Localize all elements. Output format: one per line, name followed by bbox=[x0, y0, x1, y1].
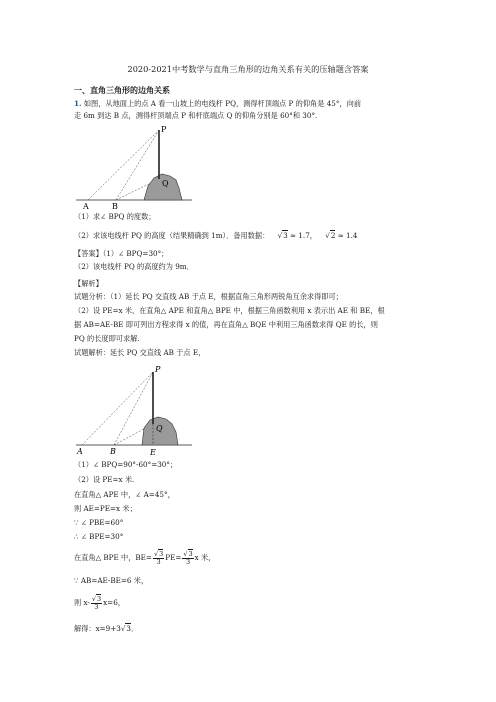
solution-10-pre: 解得：x=9+3 bbox=[74, 624, 121, 633]
solution-4: 则 AE=PE=x 米； bbox=[74, 504, 137, 513]
analysis-line-3: 据 AB=AE-BE 即可列出方程求得 x 的值，再在直角△ BQE 中利用三角函数求得 QE 的长，则 bbox=[74, 320, 378, 329]
solution-9 bbox=[74, 594, 125, 612]
fraction-denominator: 3 bbox=[185, 557, 191, 566]
fraction-numerator: 3 bbox=[188, 549, 193, 558]
solution-8: ∵ AB=AE-BE=6 米， bbox=[74, 576, 149, 585]
analysis-line-1: 试题分析：（1）延长 PQ 交直线 AB 于点 E，根据直角三角形两锐角互余求得即可； bbox=[74, 292, 343, 301]
problem-number: 1. bbox=[74, 99, 82, 108]
solution-7 bbox=[74, 549, 215, 567]
question-2: （2）求该电线杆 PQ 的高度（结果精确到 1m）．备用数据： √3 ≈ 1.7， √2 ≈ 1.4 bbox=[74, 231, 358, 240]
analysis-heading: 【解析】 bbox=[74, 279, 103, 288]
solution-7-mid: PE= bbox=[165, 553, 182, 562]
fraction-sqrt3-over-3-c: $\frac{√3}{3}$ bbox=[91, 594, 102, 611]
fraction-sqrt3-over-3-b: $\frac{√3}{3}$ bbox=[183, 549, 193, 566]
solution-9-post: x=6， bbox=[103, 598, 125, 607]
label-B: B bbox=[112, 202, 118, 210]
solution-1: （1）∠ BPQ=90°-60°=30°； bbox=[74, 460, 178, 469]
solution-10-post: ． bbox=[130, 624, 139, 633]
problem-text-1: 如图，从地面上的点 A 看一山坡上的电线杆 PQ，测得杆顶端点 P 的仰角是 45°，向前 bbox=[83, 99, 362, 108]
label-E: E bbox=[150, 448, 156, 457]
solution-6: ∴ ∠ BPE=30° bbox=[74, 532, 124, 541]
problem-text-2: 走 6m 到达 B 点，测得杆顶端点 P 和杆底端点 Q 的仰角分别是 60°和 30°. bbox=[74, 111, 318, 120]
answer-line-2: （2）该电线杆 PQ 的高度约为 9m． bbox=[74, 262, 194, 271]
solution-5: ∵ ∠ PBE=60° bbox=[74, 518, 124, 527]
fraction-sqrt3-over-3: $\frac{√3}{3}$ bbox=[153, 549, 164, 566]
label-Q: Q bbox=[156, 424, 163, 433]
label-P: P bbox=[161, 125, 167, 134]
fraction-numerator: 3 bbox=[159, 549, 164, 558]
approx-value-2: ≈ 1.4 bbox=[337, 231, 358, 240]
question-2-text: （2）求该电线杆 PQ 的高度（结果精确到 1m）．备用数据： bbox=[74, 231, 270, 240]
solution-2: （2）设 PE=x 米. bbox=[74, 475, 135, 484]
label-B: B bbox=[110, 447, 116, 456]
sqrt-3: 3 bbox=[283, 231, 288, 240]
analysis-line-5: 试题解析：延长 PQ 交直线 AB 于点 E， bbox=[74, 348, 206, 357]
fraction-denominator: 3 bbox=[156, 557, 161, 566]
sight-line-AP bbox=[82, 372, 153, 445]
fraction-denominator: 3 bbox=[94, 602, 99, 611]
figure-1 bbox=[74, 124, 194, 210]
solution-7-pre: 在直角△ BPE 中，BE= bbox=[74, 553, 152, 562]
document-title: 2020-2021中考数学与直角三角形的边角关系有关的压轴题含答案 bbox=[127, 64, 369, 74]
label-A: A bbox=[77, 447, 83, 456]
sqrt-3-final: 3 bbox=[126, 624, 131, 633]
problem-line-1 bbox=[74, 99, 361, 108]
figure-2 bbox=[74, 362, 194, 458]
analysis-line-4: PQ 的长度即可求解. bbox=[74, 334, 140, 343]
solution-7-post: x 米， bbox=[194, 553, 216, 562]
label-Q: Q bbox=[162, 179, 169, 188]
sqrt-2: 2 bbox=[330, 231, 336, 240]
fraction-numerator: 3 bbox=[96, 594, 102, 603]
solution-3: 在直角△ APE 中，∠ A=45°， bbox=[74, 490, 175, 499]
section-heading: 一、直角三角形的边角关系 bbox=[74, 86, 170, 95]
solution-10: 解得：x=9+3√3． bbox=[74, 624, 139, 633]
label-P: P bbox=[155, 365, 161, 374]
question-1: （1）求∠ BPQ 的度数； bbox=[74, 212, 156, 221]
answer-line-1: 【答案】（1）∠ BPQ=30°； bbox=[74, 249, 169, 258]
label-A: A bbox=[83, 202, 89, 210]
solution-9-pre: 则 x- bbox=[74, 598, 90, 607]
analysis-line-2: （2）设 PE=x 米，在直角△ APE 和直角△ BPE 中，根据三角函数利用 x 表示出 AE 和 BE，根 bbox=[74, 306, 385, 315]
approx-value-3: ≈ 1.7， bbox=[290, 231, 317, 240]
